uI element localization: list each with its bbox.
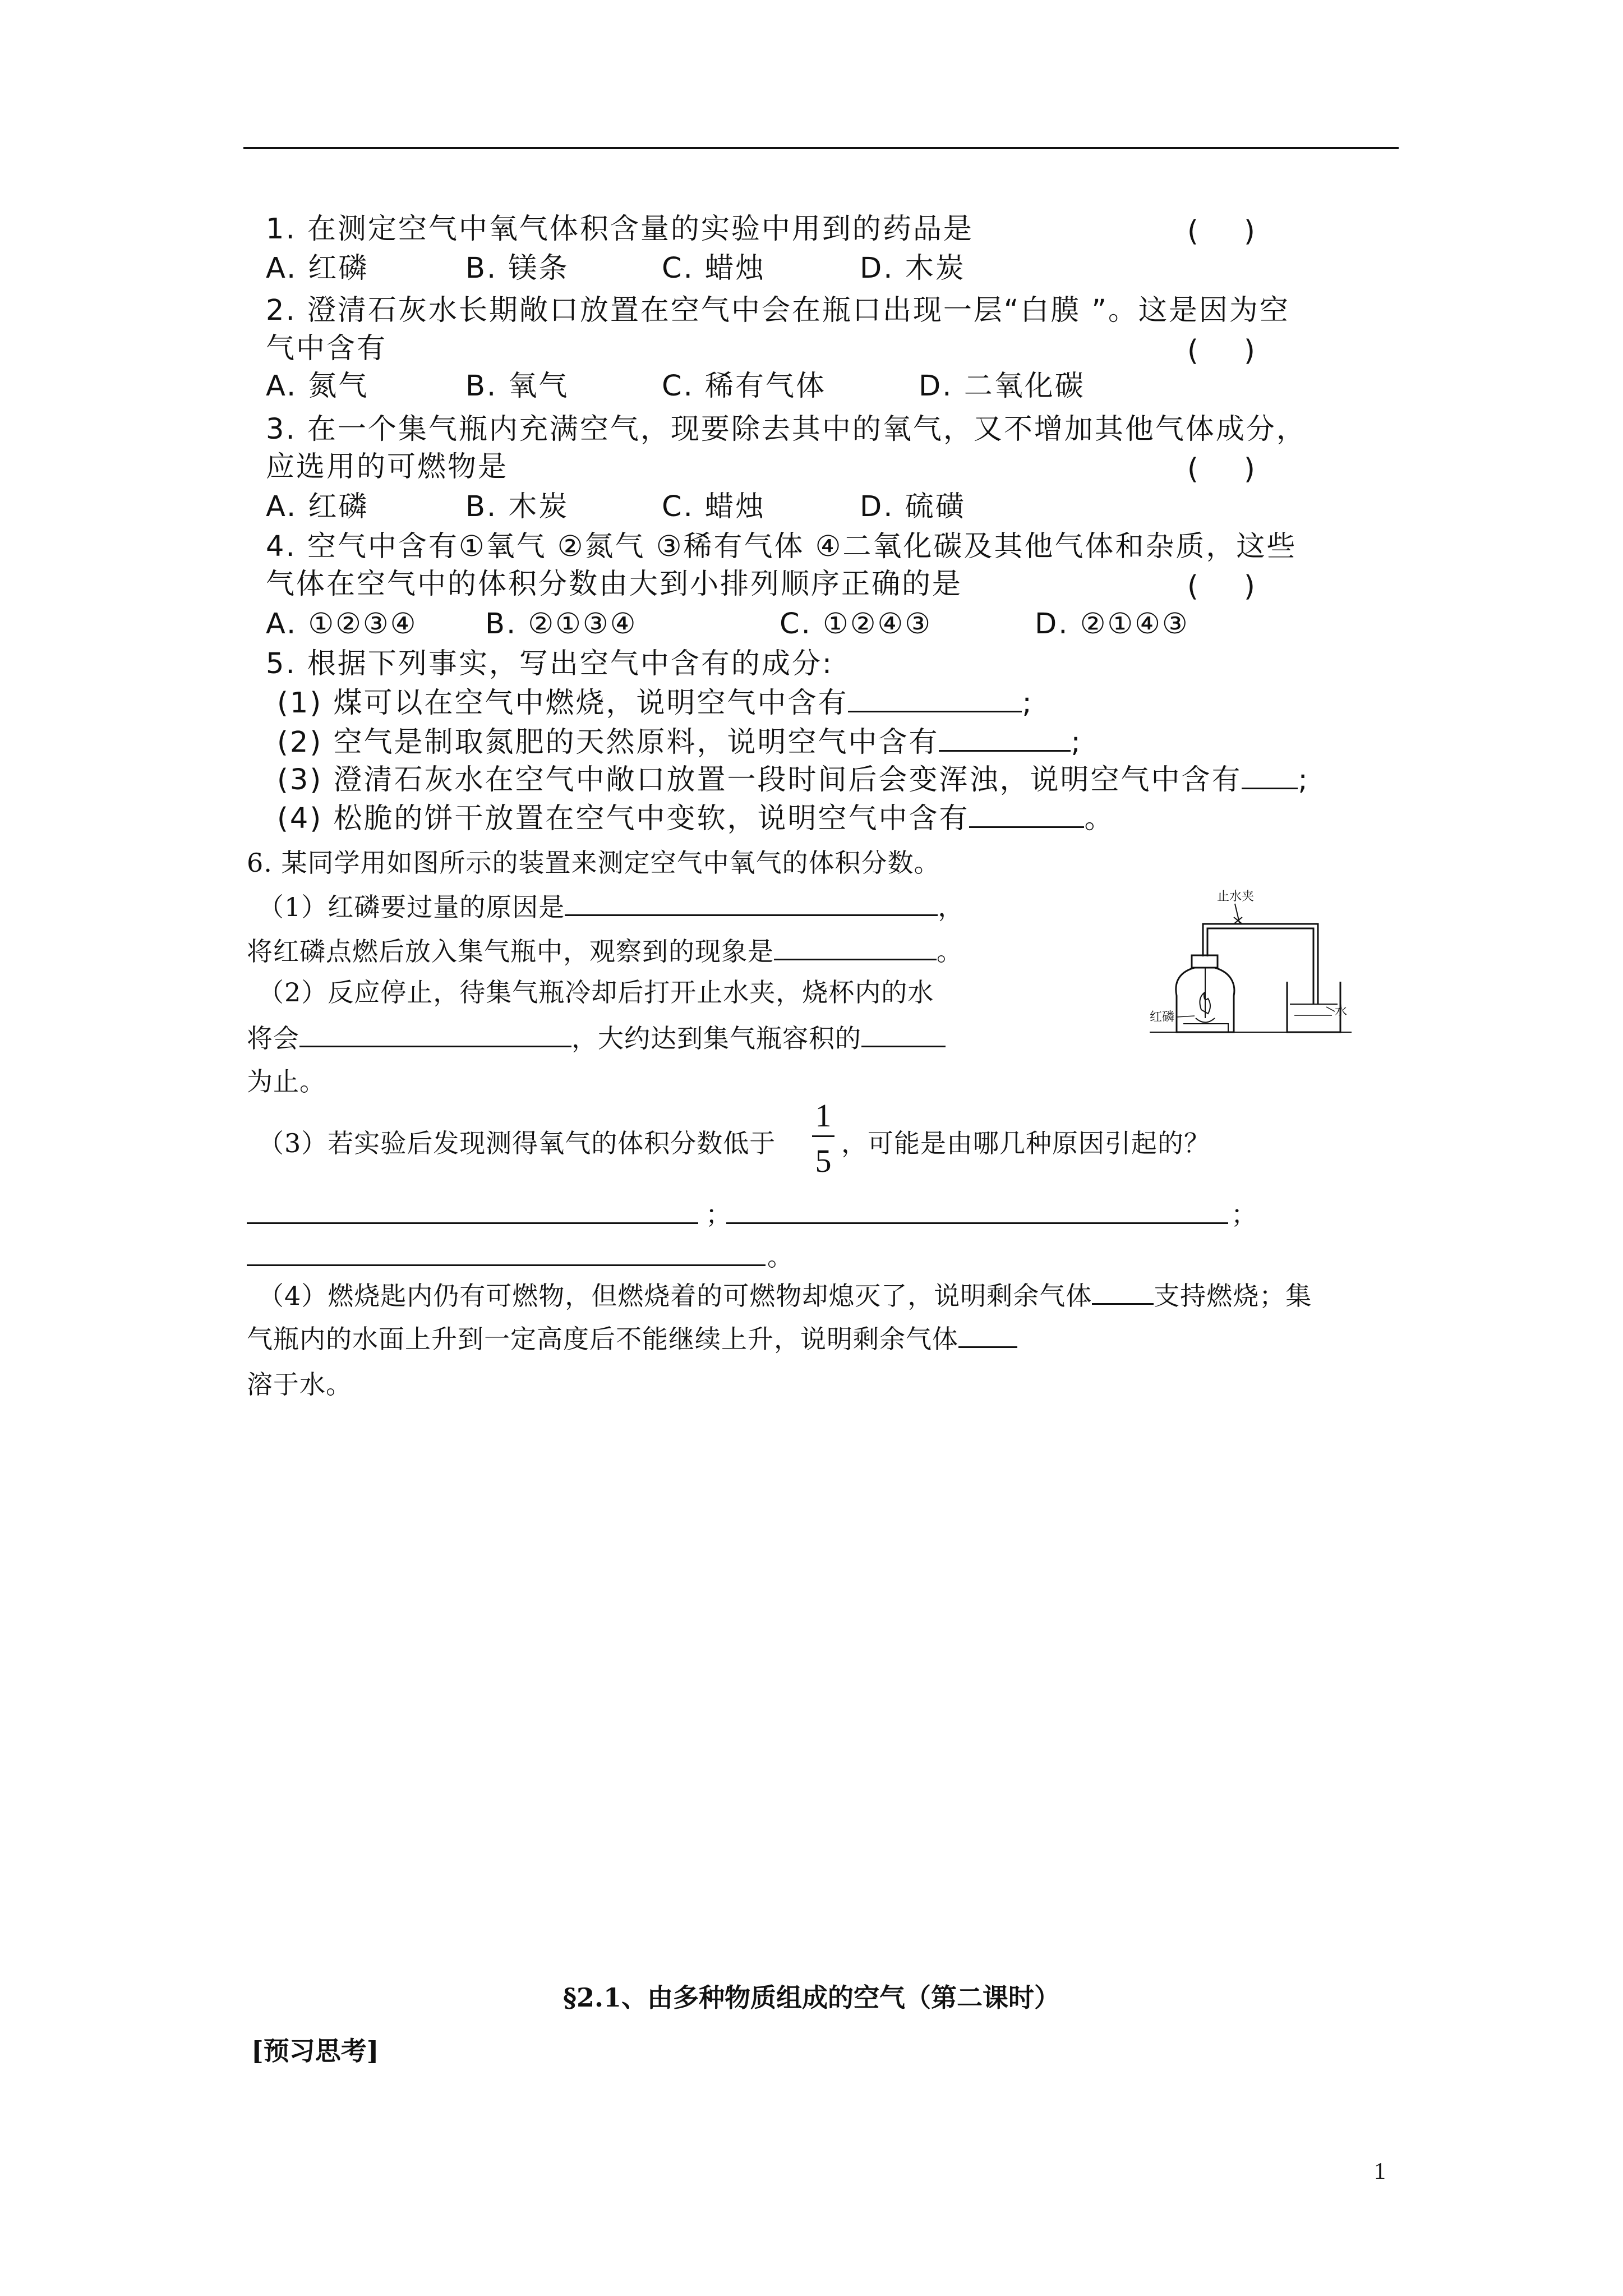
q3-stem-line1: 3. 在一个集气瓶内充满空气，现要除去其中的氧气，又不增加其他气体成分，: [266, 413, 1307, 446]
q6-separator-2: ；: [1231, 1199, 1257, 1230]
q6-blank-4b[interactable]: [958, 1324, 1017, 1348]
q5-blank-1[interactable]: [848, 688, 1022, 712]
q6-blank-3b[interactable]: [726, 1222, 1228, 1224]
q6-part2-line1: （2）反应停止，待集气瓶冷却后打开止水夹，烧杯内的水: [258, 977, 934, 1007]
q2-option-c: C. 稀有气体: [662, 370, 827, 403]
q2-option-a: A. 氮气: [266, 370, 369, 403]
q1-option-a: A. 红磷: [266, 252, 369, 285]
q2-stem-line1: 2. 澄清石灰水长期敞口放置在空气中会在瓶口出现一层“白膜 ”。这是因为空: [266, 294, 1290, 327]
q5-blank-4[interactable]: [969, 804, 1084, 828]
q3-stem-line2: 应选用的可燃物是: [266, 450, 509, 484]
section-title: §2.1、由多种物质组成的空气（第二课时）: [562, 1982, 1061, 2013]
q4-option-b: B. ②①③④: [485, 608, 638, 641]
q6-part3-text-before: （3）若实验后发现测得氧气的体积分数低于: [258, 1128, 776, 1158]
q5-item-2: (2) 空气是制取氮肥的天然原料，说明空气中含有 ;: [277, 726, 1082, 759]
q6-fraction-bar: [812, 1135, 834, 1137]
q6-part4-line3: 溶于水。: [247, 1369, 352, 1400]
q6-blank-3a[interactable]: [247, 1222, 698, 1224]
q6-part2-line2: 将会 ，大约达到集气瓶容积的: [247, 1023, 946, 1051]
q6-fraction-denominator: 5: [815, 1143, 832, 1179]
q6-part1-line2: 将红磷点燃后放入集气瓶中，观察到的现象是 。: [247, 936, 963, 967]
figure-label-phosphorus: 红磷: [1150, 1010, 1175, 1024]
figure-label-water: 水: [1335, 1005, 1348, 1019]
q6-blank-1a[interactable]: [565, 892, 938, 916]
q2-stem-line2: 气中含有: [266, 332, 388, 365]
q6-part4-line1: （4）燃烧匙内仍有可燃物，但燃烧着的可燃物却熄灭了，说明剩余气体 支持燃烧；集: [258, 1281, 1312, 1311]
q3-option-d: D. 硫磺: [860, 490, 966, 523]
q6-blank-3c[interactable]: [247, 1264, 766, 1266]
q2-answer-bracket: ( ): [1187, 334, 1255, 367]
figure-label-clamp: 止水夹: [1217, 890, 1255, 904]
q1-option-b: B. 镁条: [465, 252, 569, 285]
q4-option-c: C. ①②④③: [780, 608, 932, 641]
q6-part4-line2: 气瓶内的水面上升到一定高度后不能继续上升，说明剩余气体: [247, 1324, 1017, 1352]
q6-blank-1b[interactable]: [774, 936, 937, 960]
q6-stem: 6. 某同学用如图所示的装置来测定空气中氧气的体积分数。: [247, 848, 940, 878]
page-number: 1: [1374, 2159, 1386, 2184]
q6-blank-2a[interactable]: [299, 1023, 571, 1047]
q4-option-a: A. ①②③④: [266, 608, 418, 641]
q6-fraction-numerator: 1: [815, 1097, 832, 1134]
q6-part1-line1: （1）红磷要过量的原因是 ，: [258, 892, 965, 922]
header-rule: [243, 147, 1399, 149]
q1-option-c: C. 蜡烛: [662, 252, 766, 285]
q1-option-d: D. 木炭: [860, 252, 966, 285]
q4-stem-line2: 气体在空气中的体积分数由大到小排列顺序正确的是: [266, 568, 963, 601]
q2-option-d: D. 二氧化碳: [919, 370, 1085, 403]
section-heading: [预习思考]: [251, 2036, 379, 2066]
apparatus-diagram: [1150, 884, 1352, 1046]
q4-stem-line1: 4. 空气中含有①氧气 ②氮气 ③稀有气体 ④二氧化碳及其他气体和杂质，这些: [266, 530, 1297, 563]
q6-blank-4a[interactable]: [1092, 1281, 1154, 1305]
q4-answer-bracket: ( ): [1187, 570, 1255, 603]
q5-item-1: (1) 煤可以在空气中燃烧，说明空气中含有 ;: [277, 687, 1034, 720]
q5-stem: 5. 根据下列事实，写出空气中含有的成分:: [266, 647, 834, 680]
q6-part3-end: 。: [767, 1241, 794, 1272]
q5-blank-3[interactable]: [1242, 765, 1298, 789]
q2-option-b: B. 氧气: [465, 370, 569, 403]
q4-option-d: D. ②①④③: [1035, 608, 1189, 641]
q3-option-c: C. 蜡烛: [662, 490, 766, 523]
q1-stem: 1. 在测定空气中氧气体积含量的实验中用到的药品是: [266, 213, 974, 246]
q3-option-a: A. 红磷: [266, 490, 369, 523]
q6-separator-1: ；: [706, 1199, 732, 1230]
q5-item-3: (3) 澄清石灰水在空气中敞口放置一段时间后会变浑浊，说明空气中含有 ;: [277, 763, 1310, 797]
q3-answer-bracket: ( ): [1187, 453, 1255, 486]
q5-blank-2[interactable]: [939, 728, 1071, 752]
q6-part2-line3: 为止。: [247, 1066, 326, 1097]
q3-option-b: B. 木炭: [465, 490, 569, 523]
q1-answer-bracket: ( ): [1187, 215, 1255, 248]
q5-item-4: (4) 松脆的饼干放置在空气中变软，说明空气中含有 。: [277, 802, 1115, 835]
q6-part3-text-after: ，可能是由哪几种原因引起的？: [841, 1128, 1210, 1158]
q6-blank-2b[interactable]: [861, 1023, 946, 1047]
